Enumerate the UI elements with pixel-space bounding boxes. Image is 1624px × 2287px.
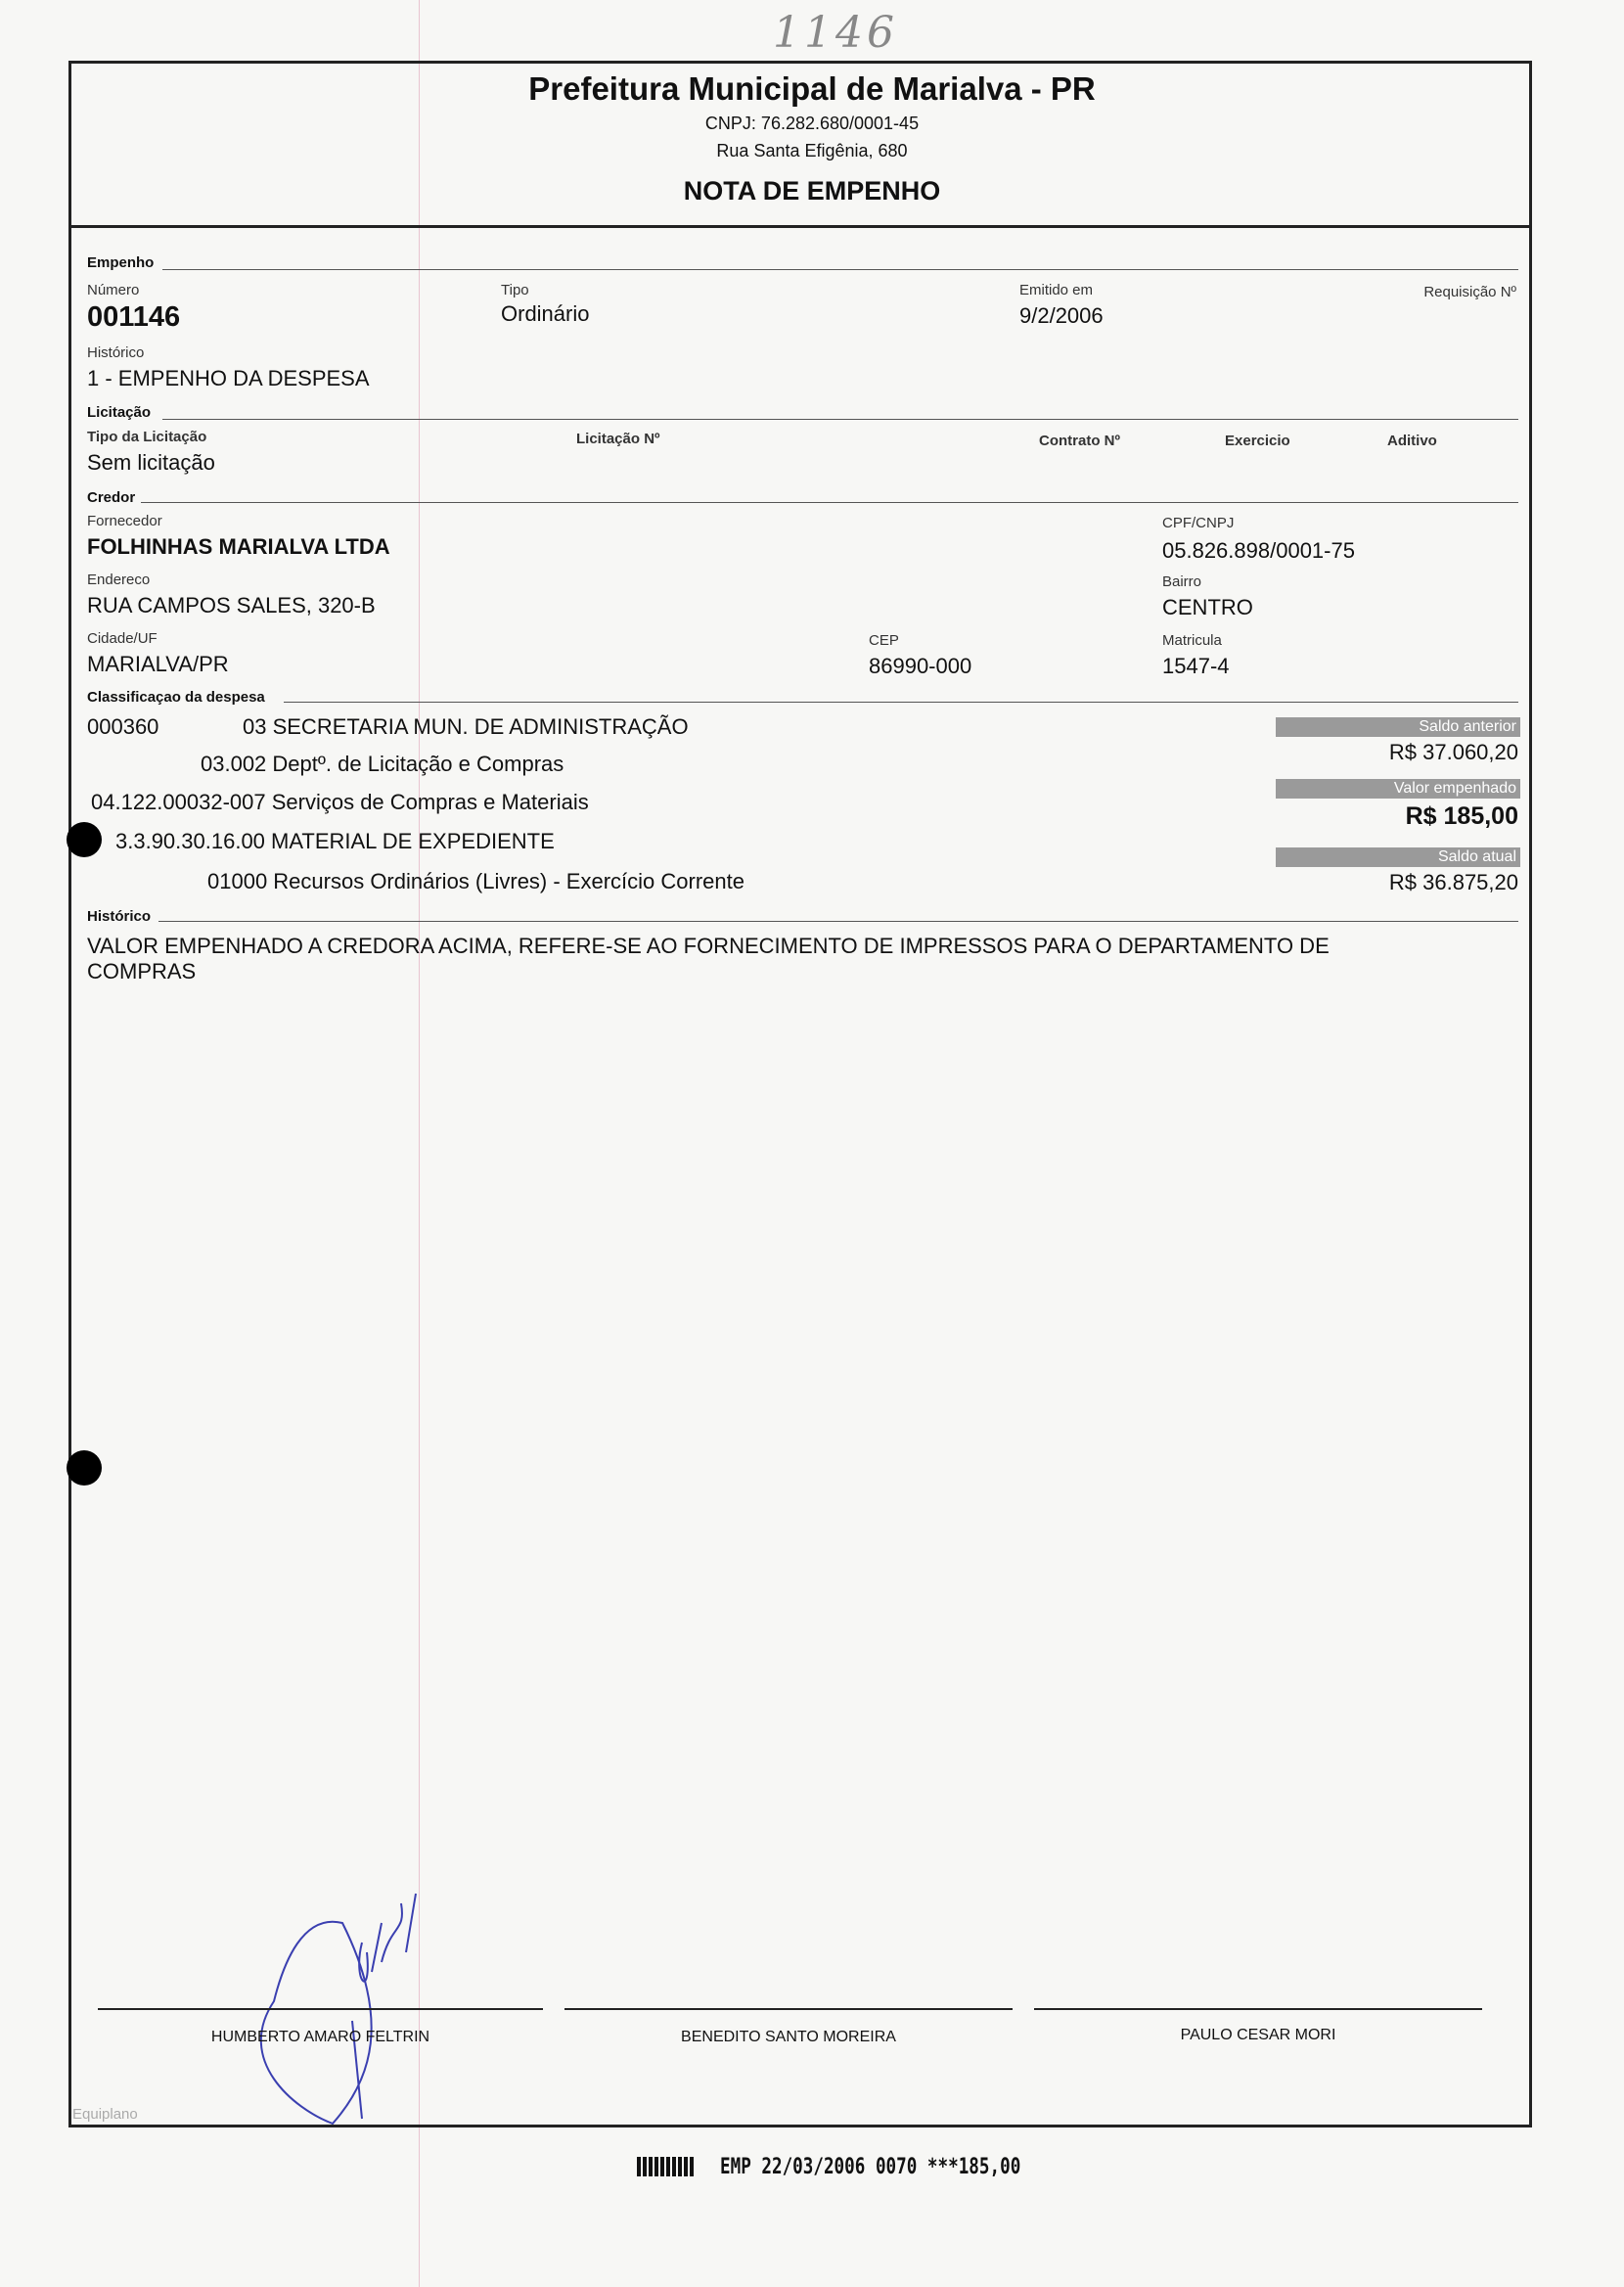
tipo-licitacao-value: Sem licitação <box>87 450 215 475</box>
signature-line <box>1034 2008 1482 2010</box>
numero-label: Número <box>87 282 140 298</box>
classificacao-line2: 03.002 Deptº. de Licitação e Compras <box>201 752 564 776</box>
signature-name-2: BENEDITO SANTO MOREIRA <box>681 2029 896 2045</box>
cep-value: 86990-000 <box>869 654 972 678</box>
bairro-label: Bairro <box>1162 573 1202 590</box>
bank-stamp: EMP 22/03/2006 0070 ***185,00 <box>720 2155 1021 2179</box>
classificacao-line3: 04.122.00032-007 Serviços de Compras e Materiais <box>91 790 589 814</box>
historico-line1: VALOR EMPENHADO A CREDORA ACIMA, REFERE-SE AO FORNECIMENTO DE IMPRESSOS PARA O DEPARTAMENTO DE <box>87 934 1330 958</box>
signature-name-1: HUMBERTO AMARO FELTRIN <box>210 2029 430 2045</box>
section-licitacao: Licitação <box>87 404 152 421</box>
contrato-label: Contrato Nº <box>1039 433 1120 449</box>
fornecedor-value: FOLHINHAS MARIALVA LTDA <box>87 534 390 559</box>
matricula-label: Matricula <box>1162 632 1222 649</box>
header-cnpj: CNPJ: 76.282.680/0001-45 <box>704 114 920 133</box>
section-rule <box>162 269 1518 270</box>
valor-empenhado-label: Valor empenhado <box>1276 779 1520 799</box>
tipo-licitacao-label: Tipo da Licitação <box>87 429 207 445</box>
cep-label: CEP <box>869 632 899 649</box>
saldo-anterior-value: R$ 37.060,20 <box>1388 740 1518 764</box>
empenho-number: 001146 <box>87 301 181 333</box>
emitido-value: 9/2/2006 <box>1019 303 1104 328</box>
municipality-title: Prefeitura Municipal de Marialva - PR <box>528 70 1096 107</box>
empenho-historico: 1 - EMPENHO DA DESPESA <box>87 366 370 390</box>
section-classificacao: Classificaçao da despesa <box>87 689 265 706</box>
punch-hole <box>67 1450 102 1486</box>
endereco-value: RUA CAMPOS SALES, 320-B <box>87 593 376 617</box>
valor-empenhado-value: R$ 185,00 <box>1405 802 1518 830</box>
saldo-atual-label: Saldo atual <box>1276 847 1520 867</box>
section-historico: Histórico <box>87 908 152 925</box>
cnpj-label: CPF/CNPJ <box>1162 515 1235 531</box>
handwritten-number: 1146 <box>773 8 898 58</box>
classificacao-line1: 03 SECRETARIA MUN. DE ADMINISTRAÇÃO <box>243 714 689 739</box>
saldo-anterior-label: Saldo anterior <box>1276 717 1520 737</box>
cnpj-value: 05.826.898/0001-75 <box>1162 538 1355 563</box>
classificacao-code: 000360 <box>87 714 159 739</box>
classificacao-line4: 3.3.90.30.16.00 MATERIAL DE EXPEDIENTE <box>115 829 555 853</box>
section-rule <box>141 502 1518 503</box>
section-rule <box>162 419 1518 420</box>
section-credor: Credor <box>87 489 136 506</box>
emitido-label: Emitido em <box>1019 282 1094 298</box>
header-address: Rua Santa Efigênia, 680 <box>716 141 908 160</box>
historico-line2: COMPRAS <box>87 959 197 983</box>
signature-line <box>98 2008 543 2010</box>
stamp-logo-icon <box>637 2157 696 2176</box>
header-divider <box>71 225 1529 228</box>
licitacao-numero-label: Licitação Nº <box>576 431 660 447</box>
historico-label: Histórico <box>87 344 145 361</box>
endereco-label: Endereco <box>87 572 151 588</box>
section-empenho: Empenho <box>87 254 155 271</box>
saldo-atual-value: R$ 36.875,20 <box>1388 870 1518 894</box>
cidade-label: Cidade/UF <box>87 630 158 647</box>
exercicio-label: Exercicio <box>1225 433 1290 449</box>
tipo-label: Tipo <box>501 282 529 298</box>
software-footer: Equiplano <box>72 2106 138 2123</box>
fornecedor-label: Fornecedor <box>87 513 162 529</box>
signature-line <box>564 2008 1013 2010</box>
bairro-value: CENTRO <box>1162 595 1253 619</box>
requisicao-label: Requisição Nº <box>1423 284 1516 300</box>
document-title: NOTA DE EMPENHO <box>683 176 941 206</box>
cidade-value: MARIALVA/PR <box>87 652 229 676</box>
section-rule <box>284 702 1518 703</box>
signature-name-3: PAULO CESAR MORI <box>1180 2027 1336 2043</box>
aditivo-label: Aditivo <box>1387 433 1437 449</box>
section-rule <box>158 921 1518 922</box>
tipo-value: Ordinário <box>501 301 590 326</box>
classificacao-line5: 01000 Recursos Ordinários (Livres) - Exercício Corrente <box>207 869 744 893</box>
matricula-value: 1547-4 <box>1162 654 1230 678</box>
signature-scribble <box>235 1884 450 2138</box>
punch-hole <box>67 822 102 857</box>
